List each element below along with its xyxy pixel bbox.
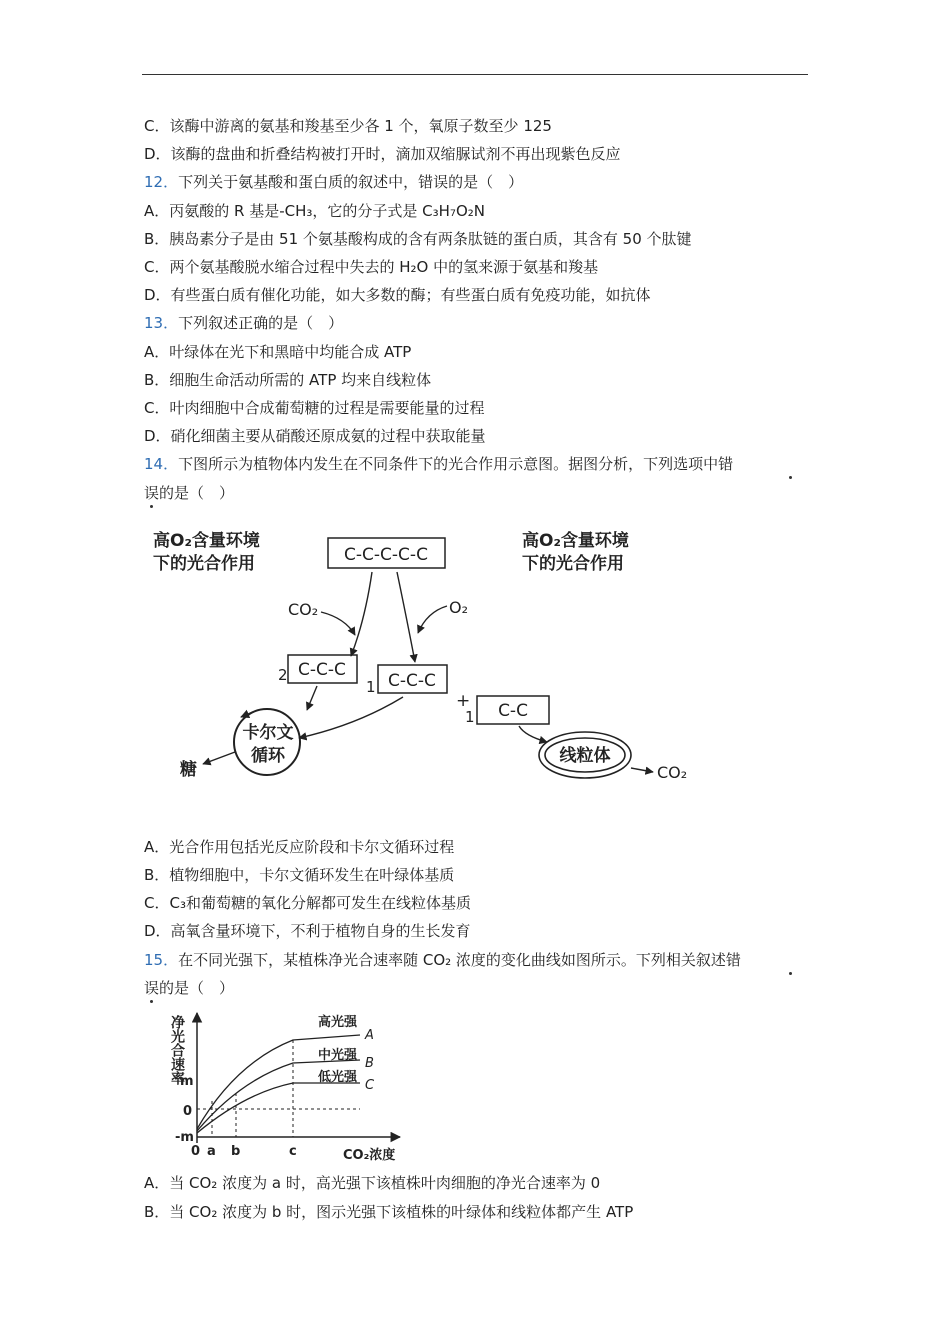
series-letter-b: B [365,1056,374,1071]
q13-number: 13． [144,314,179,332]
c3-right-coef: 1 [366,678,376,696]
q14-option-d: D．高氧含量环境下，不利于植物自身的生长发育 [144,922,471,940]
q14-stem-text: 下图所示为植物体内发生在不同条件下的光合作用示意图。据图分析，下列选项中错 [178,455,734,473]
c3-left-coef: 2 [278,666,288,684]
x-tick-c: c [289,1144,297,1159]
calvin-label-line2: 循环 [251,746,285,766]
q14-number: 14． [144,455,179,473]
emphasis-dot [789,972,792,975]
emphasis-dot [150,1000,153,1003]
q12-option-c: C．两个氨基酸脱水缩合过程中失去的 H₂O 中的氢来源于氨基和羧基 [144,258,599,276]
x-tick-b: b [231,1144,241,1159]
x-tick-a: a [207,1144,216,1159]
q14-option-a: A．光合作用包括光反应阶段和卡尔文循环过程 [144,838,455,856]
calvin-to-sugar-arrow [203,752,235,764]
c3-right-to-calvin-arrow [299,697,403,738]
series-label-low: 低光强 [318,1070,358,1085]
series-letter-c: C [365,1078,375,1093]
q13-option-b: B．细胞生命活动所需的 ATP 均来自线粒体 [144,371,432,389]
q15-stem-cont: 误的是（ ） [144,979,235,997]
x-axis-label: CO₂浓度 [343,1148,396,1163]
o2-input-label: O₂ [449,598,469,617]
q12-number: 12． [144,173,179,191]
co2-rate-chart [155,1005,415,1170]
y-tick-neg-m: -m [175,1130,194,1145]
c3-right-label: C-C-C [388,671,436,691]
c5-label: C-C-C-C-C [344,545,428,565]
curve-low-light [197,1083,360,1133]
photosynthesis-diagram [145,520,705,790]
q14-stem [144,454,733,474]
c2-coef: 1 [465,708,475,726]
q14-stem-cont: 误的是（ ） [144,484,235,502]
q13-option-a: A．叶绿体在光下和黑暗中均能合成 ATP [144,343,412,361]
q12-stem-text: 下列关于氨基酸和蛋白质的叙述中，错误的是（ ） [178,173,524,191]
q15-option-b: B．当 CO₂ 浓度为 b 时，图示光强下该植株的叶绿体和线粒体都产生 ATP [144,1203,634,1221]
y-axis-label: 净光合速率 [169,1015,185,1085]
sugar-label: 糖 [180,760,197,780]
c2-label: C-C [498,701,528,721]
q14-option-c: C．C₃和葡萄糖的氧化分解都可发生在线粒体基质 [144,894,471,912]
x-tick-0: 0 [191,1144,201,1159]
q13-option-d: D．硝化细菌主要从硝酸还原成氨的过程中获取能量 [144,427,486,445]
co2-output-label: CO₂ [657,763,688,782]
q11-option-c: C．该酶中游离的氨基和羧基至少各 1 个，氧原子数至少 125 [144,117,552,135]
q12-option-a: A．丙氨酸的 R 基是-CH₃，它的分子式是 C₃H₇O₂N [144,202,485,220]
y-tick-0: 0 [183,1104,193,1119]
mito-label: 线粒体 [559,746,611,766]
q14-option-b: B．植物细胞中，卡尔文循环发生在叶绿体基质 [144,866,455,884]
q12-option-b: B．胰岛素分子是由 51 个氨基酸构成的含有两条肽链的蛋白质，其含有 50 个肽键 [144,230,692,248]
mito-to-co2-arrow [631,768,653,772]
plus-sign: + [456,691,471,711]
q15-option-a: A．当 CO₂ 浓度为 a 时，高光强下该植株叶肉细胞的净光合速率为 0 [144,1174,601,1192]
c2-to-mito-arrow [519,726,547,742]
c3-left-label: C-C-C [298,660,346,680]
q11-option-d: D．该酶的盘曲和折叠结构被打开时，滴加双缩脲试剂不再出现紫色反应 [144,145,621,163]
co2-input-label: CO₂ [288,600,319,619]
q13-option-c: C．叶肉细胞中合成葡萄糖的过程是需要能量的过程 [144,399,485,417]
right-title-line2: 下的光合作用 [522,554,624,574]
right-title-line1: 高O₂含量环境 [522,531,629,551]
q12-option-d: D．有些蛋白质有催化功能，如大多数的酶；有些蛋白质有免疫功能，如抗体 [144,286,651,304]
c3-left-to-calvin-arrow [307,686,317,710]
q12-stem [144,172,523,192]
o2-arrow [418,606,447,633]
calvin-label-line1: 卡尔文 [242,723,294,743]
series-letter-a: A [365,1028,374,1043]
q15-stem [144,950,741,970]
series-label-high: 高光强 [318,1015,358,1030]
y-tick-m: m [180,1074,194,1089]
header-rule [142,74,808,75]
emphasis-dot [150,505,153,508]
left-title-line2: 下的光合作用 [153,554,255,574]
emphasis-dot [789,476,792,479]
left-title-line1: 高O₂含量环境 [153,531,260,551]
series-label-medium: 中光强 [318,1048,358,1063]
q13-stem [144,313,343,333]
c5-to-c3-right-arrow [397,572,415,662]
c5-to-c3-left-arrow [351,572,372,656]
q15-number: 15． [144,951,179,969]
q15-stem-text: 在不同光强下，某植株净光合速率随 CO₂ 浓度的变化曲线如图所示。下列相关叙述错 [178,951,741,969]
q13-stem-text: 下列叙述正确的是（ ） [178,314,344,332]
co2-arrow [321,612,355,635]
